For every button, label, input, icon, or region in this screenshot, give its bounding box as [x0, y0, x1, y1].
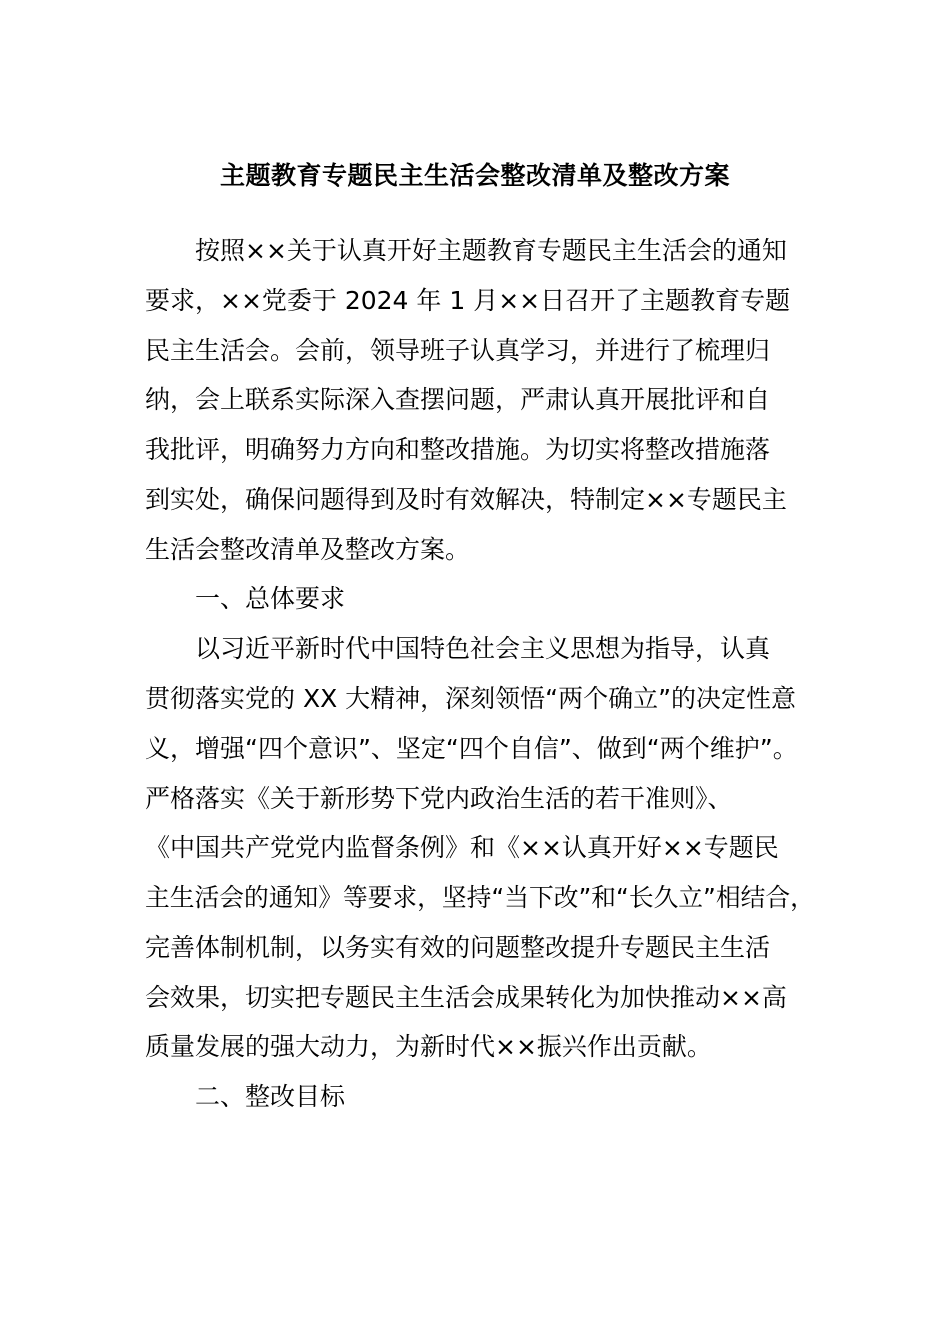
paragraph-line: 我批评，明确努力方向和整改措施。为切实将整改措施落	[145, 435, 771, 464]
paragraph-line: 贯彻落实党的 XX 大精神，深刻领悟“两个确立”的决定性意	[145, 684, 797, 713]
paragraph-line: 质量发展的强大动力，为新时代××振兴作出贡献。	[145, 1032, 712, 1061]
paragraph-line: 纳，会上联系实际深入查摆问题，严肃认真开展批评和自	[145, 385, 771, 414]
section-heading: 一、总体要求	[195, 584, 346, 613]
paragraph-line: 到实处，确保问题得到及时有效解决，特制定××专题民主	[145, 485, 787, 514]
paragraph-line: 以习近平新时代中国特色社会主义思想为指导，认真	[195, 634, 771, 663]
section-heading: 二、整改目标	[195, 1082, 346, 1111]
paragraph-line: 义，增强“四个意识”、坚定“四个自信”、做到“两个维护”。	[145, 734, 798, 763]
paragraph-line: 《中国共产党党内监督条例》和《××认真开好××专题民	[145, 833, 779, 862]
paragraph-line: 主生活会的通知》等要求，坚持“当下改”和“长久立”相结合，	[145, 883, 815, 912]
paragraph-line: 生活会整改清单及整改方案。	[145, 535, 471, 564]
paragraph-line: 要求，××党委于 2024 年 1 月××日召开了主题教育专题	[145, 286, 791, 315]
paragraph-line: 完善体制机制，以务实有效的问题整改提升专题民主生活	[145, 933, 771, 962]
paragraph-line: 按照××关于认真开好主题教育专题民主生活会的通知	[195, 236, 787, 265]
document-title: 主题教育专题民主生活会整改清单及整改方案	[219, 161, 730, 190]
paragraph-line: 会效果，切实把专题民主生活会成果转化为加快推动××高	[145, 983, 787, 1012]
paragraph-line: 民主生活会。会前，领导班子认真学习，并进行了梳理归	[145, 336, 771, 365]
paragraph-line: 严格落实《关于新形势下党内政治生活的若干准则》、	[145, 784, 733, 813]
